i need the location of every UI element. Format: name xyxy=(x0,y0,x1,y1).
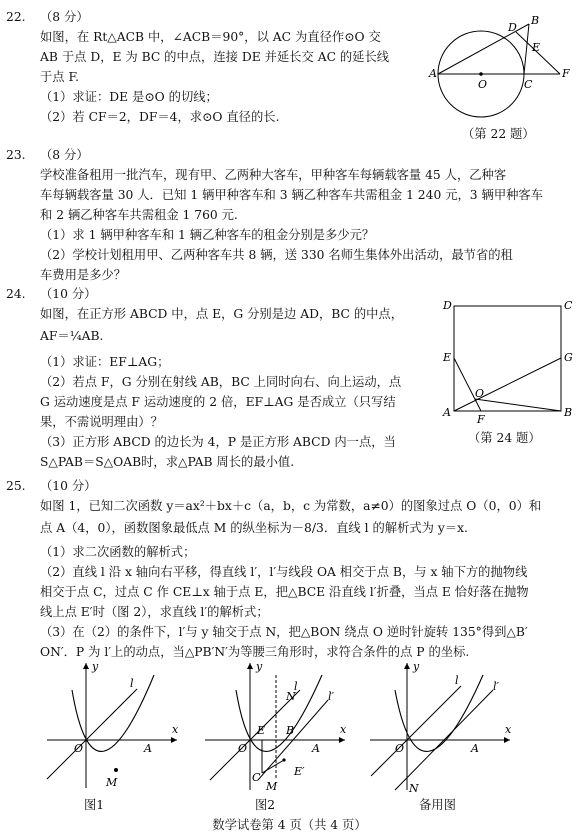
label-A: A xyxy=(144,742,152,755)
question-text-line: （3）在（2）的条件下，l′与 y 轴交于点 N，把△BON 绕点 O 逆时针旋转 135°得到△B′ xyxy=(40,625,528,639)
label-E: E xyxy=(443,351,452,364)
figure-1-caption: 图1 xyxy=(84,798,105,812)
figure-24 xyxy=(441,298,576,428)
label-E-prime: E′ xyxy=(294,765,305,778)
figure-25-2 xyxy=(200,660,350,795)
question-text-line: 如图 1，已知二次函数 y＝ax²＋bx＋c（a，b，c 为常数，a≠0）的图象过点 O（0，0）和 xyxy=(40,499,542,513)
question-text-line: （1）求 1 辆甲种客车和 1 辆乙种客车的租金分别是多少元？ xyxy=(40,228,375,242)
label-A: A xyxy=(443,406,451,419)
label-x: x xyxy=(340,723,347,736)
label-M: M xyxy=(266,780,278,793)
question-text-line: ON′．P 为 l′上的动点，当△PB′N′为等腰三角形时，求符合条件的点 P 的坐标. xyxy=(40,645,470,659)
figure-2-caption: 图2 xyxy=(255,798,276,812)
label-y: y xyxy=(413,660,420,673)
label-O: O xyxy=(478,78,488,91)
label-N: N xyxy=(409,782,419,795)
label-N-prime: N′ xyxy=(286,690,299,703)
question-text-line: G 运动速度是点 F 运动速度的 2 倍，EF⊥AG 是否成立（只写结 xyxy=(40,395,396,409)
label-E: E xyxy=(257,724,266,737)
label-C: C xyxy=(524,78,533,91)
question-text-line: 和 2 辆乙种客车共需租金 1 760 元. xyxy=(40,208,238,222)
figure-22-caption: （第 22 题） xyxy=(462,127,535,141)
label-D: D xyxy=(443,299,452,312)
label-O: O xyxy=(475,387,485,400)
question-text-line: 点 A（4，0），函数图象最低点 M 的纵坐标为－8/3．直线 l 的解析式为 y＝x. xyxy=(40,521,468,535)
question-score: （10 分） xyxy=(40,479,97,493)
question-text-line: （3）正方形 ABCD 的边长为 4，P 是正方形 ABCD 内一点，当 xyxy=(40,435,396,449)
question-number: 23. xyxy=(6,148,26,162)
figure-24-caption: （第 24 题） xyxy=(468,431,541,445)
label-l: l xyxy=(455,674,459,687)
label-A: A xyxy=(429,67,437,80)
page-footer: 数学试卷第 4 页（共 4 页） xyxy=(212,818,367,832)
label-A: A xyxy=(471,742,479,755)
question-text-line: （1）求证：EF⊥AG； xyxy=(40,355,170,369)
label-M: M xyxy=(106,776,118,789)
label-y: y xyxy=(256,660,263,673)
figure-25-1 xyxy=(42,660,182,795)
label-x: x xyxy=(172,723,179,736)
question-text-line: （1）求二次函数的解析式； xyxy=(40,545,196,559)
label-B: B xyxy=(531,14,540,27)
question-text-line: AB 于点 D，E 为 BC 的中点，连接 DE 并延长交 AC 的延长线 xyxy=(40,50,390,64)
label-C: C xyxy=(564,299,573,312)
question-text-line: 学校准备租用一批汽车，现有甲、乙两种大客车，甲种客车每辆载客量 45 人，乙种客 xyxy=(40,168,507,182)
question-text-line: 如图，在 Rt△ACB 中，∠ACB＝90°，以 AC 为直径作⊙O 交 xyxy=(40,30,381,44)
question-text-line: S△PAB＝S△OAB时，求△PAB 周长的最小值. xyxy=(40,455,295,469)
question-score: （10 分） xyxy=(40,287,97,301)
question-score: （8 分） xyxy=(40,10,89,24)
question-text-line: AF＝¼AB. xyxy=(40,329,104,343)
label-O: O xyxy=(395,742,405,755)
label-D: D xyxy=(508,21,517,34)
question-number: 25. xyxy=(6,479,26,493)
question-score: （8 分） xyxy=(40,148,89,162)
label-O: O xyxy=(74,742,84,755)
label-l: l xyxy=(130,677,134,690)
label-O: O xyxy=(238,742,248,755)
label-B: B xyxy=(286,724,295,737)
question-text-line: （2）若 CF＝2，DF＝4，求⊙O 直径的长. xyxy=(40,110,280,124)
question-text-line: 相交于点 C，过点 C 作 CE⊥x 轴于点 E，把△BCE 沿直线 l′折叠，当点 E 恰好落在抛物 xyxy=(40,585,529,599)
label-F: F xyxy=(562,67,570,80)
question-text-line: （2）直线 l 沿 x 轴向右平移，得直线 l′，l′与线段 OA 相交于点 B，与 x 轴下方的抛物线 xyxy=(40,565,528,579)
label-B: B xyxy=(564,406,573,419)
question-text-line: 车费用是多少？ xyxy=(40,268,127,282)
question-text-line: 如图，在正方形 ABCD 中，点 E，G 分别是边 AD，BC 的中点， xyxy=(40,307,404,321)
question-text-line: 于点 F. xyxy=(40,70,80,84)
question-text-line: （2）学校计划租用甲、乙两种客车共 8 辆，送 330 名师生集体外出活动，最节省的租 xyxy=(40,248,513,262)
question-text-line: （2）若点 F，G 分别在射线 AB，BC 上同时向右、向上运动，点 xyxy=(40,375,402,389)
question-text-line: 线上点 E′时（图 2），求直线 l′的解析式； xyxy=(40,605,269,619)
label-y: y xyxy=(92,660,99,673)
figure-25-backup xyxy=(365,660,515,795)
question-text-line: 车每辆载客量 30 人．已知 1 辆甲种客车和 3 辆乙种客车共需租金 1 240 元，3 辆甲种客车 xyxy=(40,188,544,202)
label-l: l xyxy=(294,680,298,693)
figure-backup-caption: 备用图 xyxy=(419,798,456,812)
label-C: C xyxy=(252,771,261,784)
figure-22 xyxy=(428,10,573,130)
label-E: E xyxy=(532,41,541,54)
label-A: A xyxy=(312,742,320,755)
question-number: 24. xyxy=(6,287,26,301)
label-x: x xyxy=(505,723,512,736)
label-F: F xyxy=(477,413,485,426)
question-number: 22. xyxy=(6,10,26,24)
label-lp: l′ xyxy=(493,680,500,693)
question-text-line: 果，不需说明理由）？ xyxy=(40,415,163,429)
label-G: G xyxy=(564,351,573,364)
label-lp: l′ xyxy=(328,690,335,703)
question-text-line: （1）求证：DE 是⊙O 的切线； xyxy=(40,90,218,104)
